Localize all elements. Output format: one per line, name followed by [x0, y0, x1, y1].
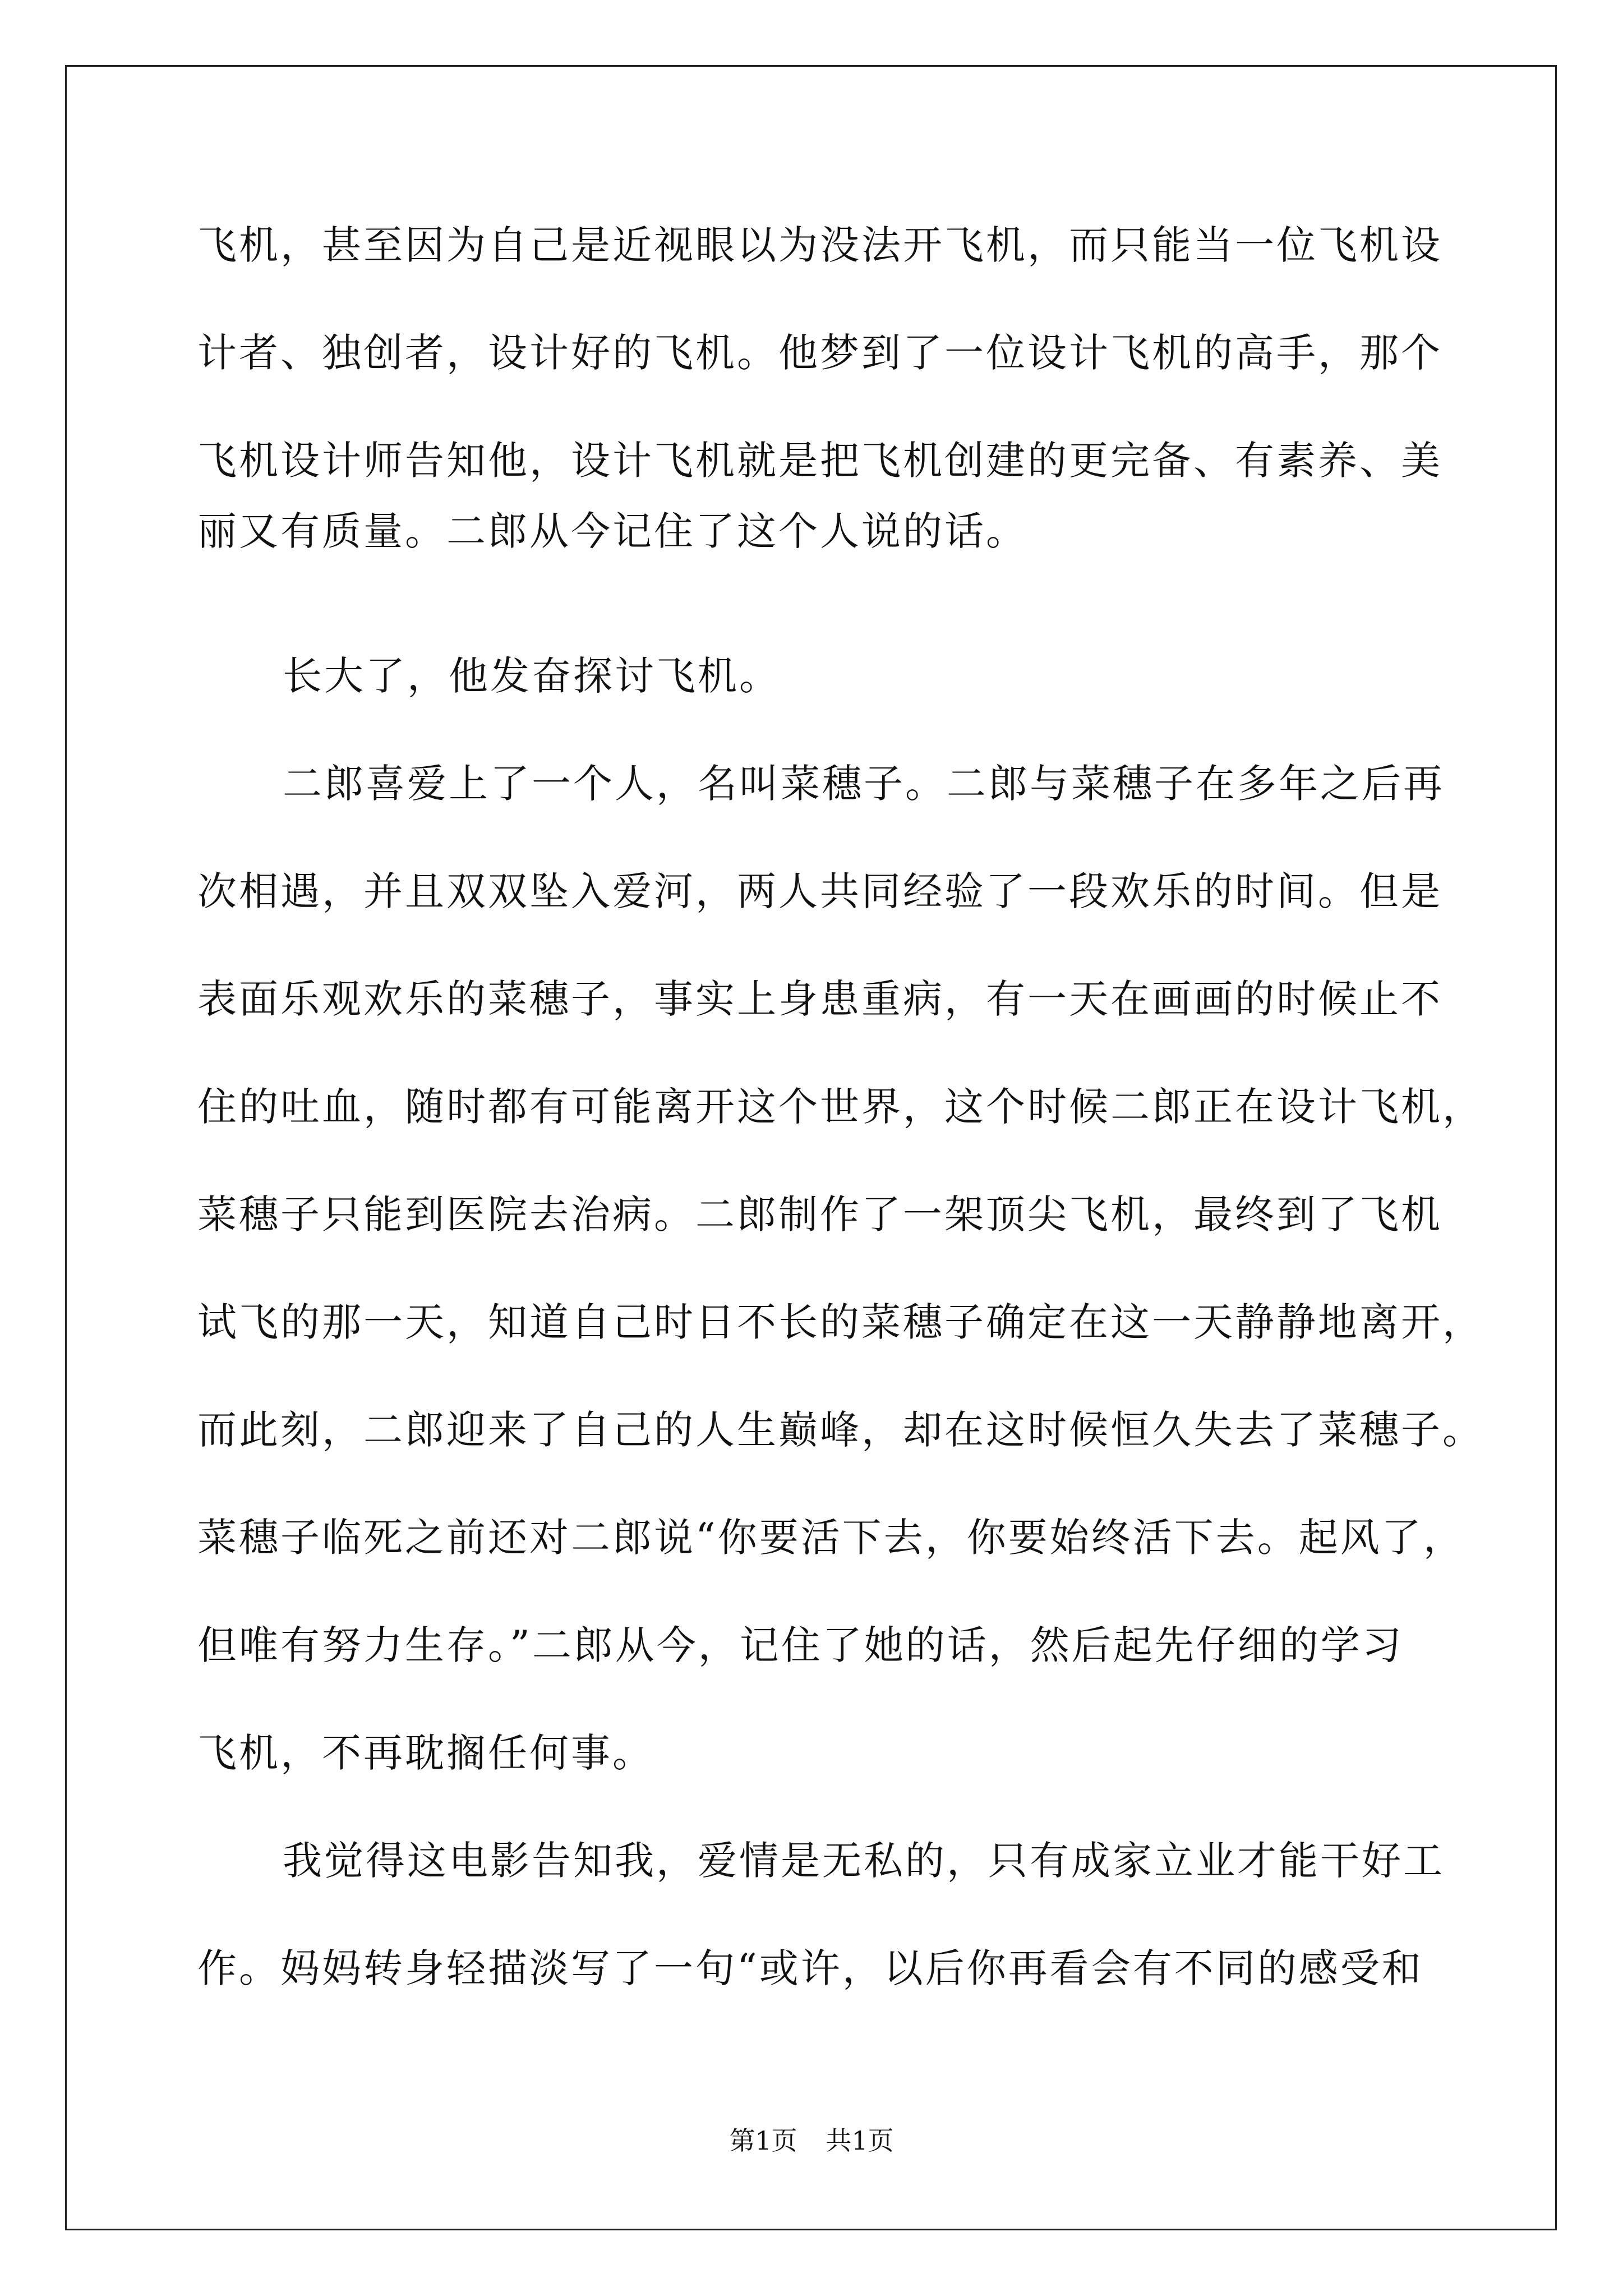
text-line: 丽又有质量。二郎从今记住了这个人说的话。	[197, 508, 1027, 554]
page-number: 第1页	[729, 2125, 797, 2156]
text-line: 飞机设计师告知他，设计飞机就是把飞机创建的更完备、有素养、美	[197, 438, 1442, 484]
text-line: 我觉得这电影告知我，爱情是无私的，只有成家立业才能干好工	[283, 1838, 1445, 1884]
text-line: 二郎喜爱上了一个人，名叫菜穗子。二郎与菜穗子在多年之后再	[283, 761, 1445, 807]
page-footer	[0, 2120, 1623, 2157]
page-border	[65, 65, 1557, 2230]
text-line: 飞机，不再耽搁任何事。	[197, 1730, 654, 1776]
page-total: 共1页	[826, 2125, 894, 2156]
text-line: 菜穗子只能到医院去治病。二郎制作了一架顶尖飞机，最终到了飞机	[197, 1191, 1442, 1237]
text-line: 试飞的那一天，知道自己时日不长的菜穗子确定在这一天静静地离开，	[197, 1299, 1484, 1345]
text-line: 长大了，他发奋探讨飞机。	[283, 653, 781, 699]
text-line: 住的吐血，随时都有可能离开这个世界，这个时候二郎正在设计飞机，	[197, 1084, 1484, 1130]
text-line: 作。妈妈转身轻描淡写了一句“或许，以后你再看会有不同的感受和	[197, 1945, 1423, 1991]
text-line: 而此刻，二郎迎来了自己的人生巅峰，却在这时候恒久失去了菜穗子。	[197, 1407, 1484, 1453]
text-line: 飞机，甚至因为自己是近视眼以为没法开飞机，而只能当一位飞机设	[197, 222, 1442, 268]
text-line: 菜穗子临死之前还对二郎说“你要活下去，你要始终活下去。起风了，	[197, 1515, 1465, 1561]
text-line: 但唯有努力生存。”二郎从今，记住了她的话，然后起先仔细的学习	[197, 1622, 1404, 1668]
text-line: 次相遇，并且双双坠入爱河，两人共同经验了一段欢乐的时间。但是	[197, 868, 1442, 914]
text-line: 计者、独创者，设计好的飞机。他梦到了一位设计飞机的高手，那个	[197, 330, 1442, 376]
text-line: 表面乐观欢乐的菜穗子，事实上身患重病，有一天在画画的时候止不	[197, 976, 1442, 1022]
